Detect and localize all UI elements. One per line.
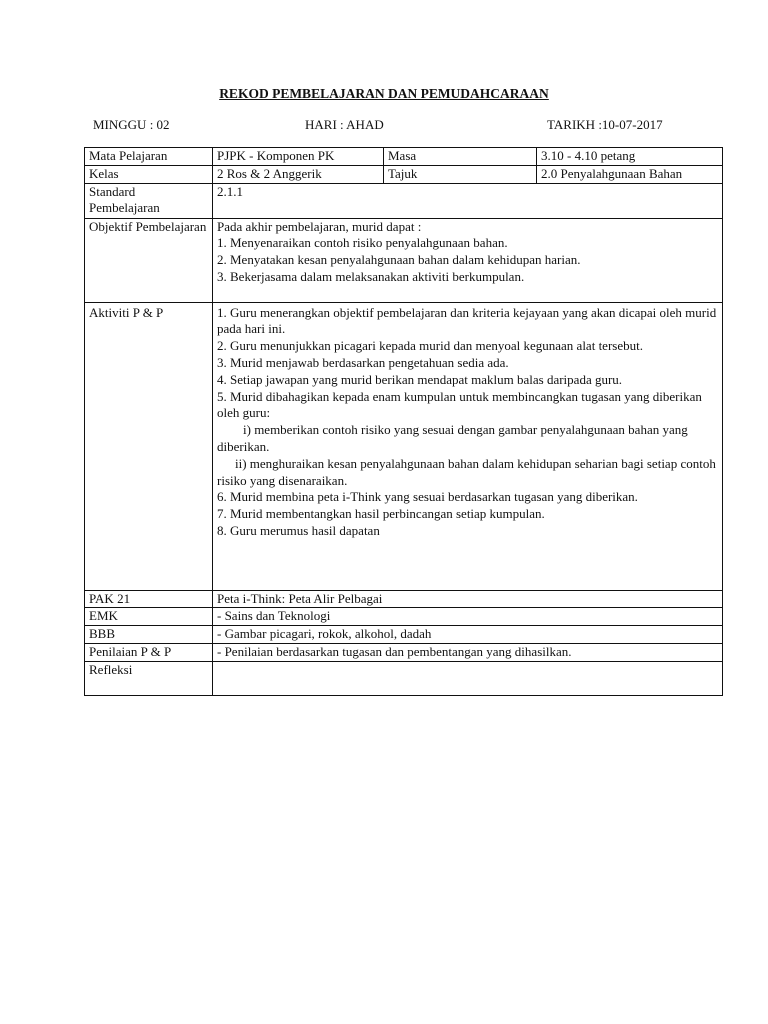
row-emk xyxy=(85,608,723,626)
row-objektif xyxy=(85,218,723,302)
row-penilaian xyxy=(85,643,723,661)
kelas-value: 2 Ros & 2 Anggerik xyxy=(213,165,384,183)
bbb-value: - Gambar picagari, rokok, alkohol, dadah xyxy=(213,626,723,644)
row-kelas xyxy=(85,165,723,183)
objektif-label: Objektif Pembelajaran xyxy=(85,218,213,302)
objektif-line: 1. Menyenaraikan contoh risiko penyalahgunaan bahan. xyxy=(217,235,508,251)
aktiviti-step: 4. Setiap jawapan yang murid berikan mendapat maklum balas daripada guru. xyxy=(217,371,623,387)
pak21-value: Peta i-Think: Peta Alir Pelbagai xyxy=(213,590,723,608)
aktiviti-step: 3. Murid menjawab berdasarkan pengetahuan sedia ada. xyxy=(217,354,509,370)
aktiviti-substep-text: i) memberikan contoh risiko yang sesuai dengan gambar penyalahgunaan bahan yang diberikan. xyxy=(217,422,688,454)
document-title: REKOD PEMBELAJARAN DAN PEMUDAHCARAAN xyxy=(219,86,549,101)
row-pak21 xyxy=(85,590,723,608)
kelas-label: Kelas xyxy=(85,165,213,183)
row-standard xyxy=(85,183,723,218)
row-mata-pelajaran xyxy=(85,148,723,166)
aktiviti-substep-text: ii) menghuraikan kesan penyalahgunaan bahan dalam kehidupan seharian bagi setiap contoh risiko yang disenaraikan. xyxy=(217,455,716,488)
objektif-content xyxy=(213,218,723,302)
aktiviti-substep xyxy=(217,422,718,456)
masa-label: Masa xyxy=(384,148,537,166)
objektif-line: 2. Menyatakan kesan penyalahgunaan bahan dalam kehidupan harian. xyxy=(217,252,581,268)
mata-pelajaran-value: PJPK - Komponen PK xyxy=(213,148,384,166)
objektif-line: Pada akhir pembelajaran, murid dapat : xyxy=(217,218,422,234)
emk-value: - Sains dan Teknologi xyxy=(213,608,723,626)
aktiviti-content xyxy=(213,302,723,590)
aktiviti-step: 5. Murid dibahagikan kepada enam kumpulan untuk membincangkan tugasan yang diberikan oleh guru: xyxy=(217,388,702,421)
aktiviti-step: 8. Guru merumus hasil dapatan xyxy=(217,522,380,538)
tajuk-label: Tajuk xyxy=(384,165,537,183)
bbb-label: BBB xyxy=(85,626,213,644)
penilaian-label: Penilaian P & P xyxy=(85,643,213,661)
emk-label: EMK xyxy=(85,608,213,626)
pak21-label: PAK 21 xyxy=(85,590,213,608)
refleksi-label: Refleksi xyxy=(85,661,213,695)
aktiviti-step: 7. Murid membentangkan hasil perbincangan setiap kumpulan. xyxy=(217,506,545,522)
row-aktiviti xyxy=(85,302,723,590)
masa-value: 3.10 - 4.10 petang xyxy=(537,148,723,166)
hari-label: HARI : AHAD xyxy=(305,117,384,132)
tarikh-label: TARIKH :10-07-2017 xyxy=(547,117,663,132)
standard-value: 2.1.1 xyxy=(213,183,723,218)
mata-pelajaran-label: Mata Pelajaran xyxy=(85,148,213,166)
minggu-label: MINGGU : 02 xyxy=(93,117,170,132)
penilaian-value: - Penilaian berdasarkan tugasan dan pembentangan yang dihasilkan. xyxy=(213,643,723,661)
row-bbb xyxy=(85,626,723,644)
aktiviti-step: 2. Guru menunjukkan picagari kepada murid dan menyoal kegunaan alat tersebut. xyxy=(217,338,643,354)
aktiviti-substep xyxy=(217,456,718,490)
row-refleksi xyxy=(85,661,723,695)
tajuk-value: 2.0 Penyalahgunaan Bahan xyxy=(537,165,723,183)
lesson-record-table xyxy=(84,147,723,696)
aktiviti-label: Aktiviti P & P xyxy=(85,302,213,590)
objektif-line: 3. Bekerjasama dalam melaksanakan aktiviti berkumpulan. xyxy=(217,268,525,284)
standard-label: Standard Pembelajaran xyxy=(85,183,213,218)
aktiviti-step: 1. Guru menerangkan objektif pembelajaran dan kriteria kejayaan yang akan dicapai oleh murid pada hari ini. xyxy=(217,304,717,337)
aktiviti-step: 6. Murid membina peta i-Think yang sesuai berdasarkan tugasan yang diberikan. xyxy=(217,489,638,505)
refleksi-value xyxy=(213,661,723,695)
